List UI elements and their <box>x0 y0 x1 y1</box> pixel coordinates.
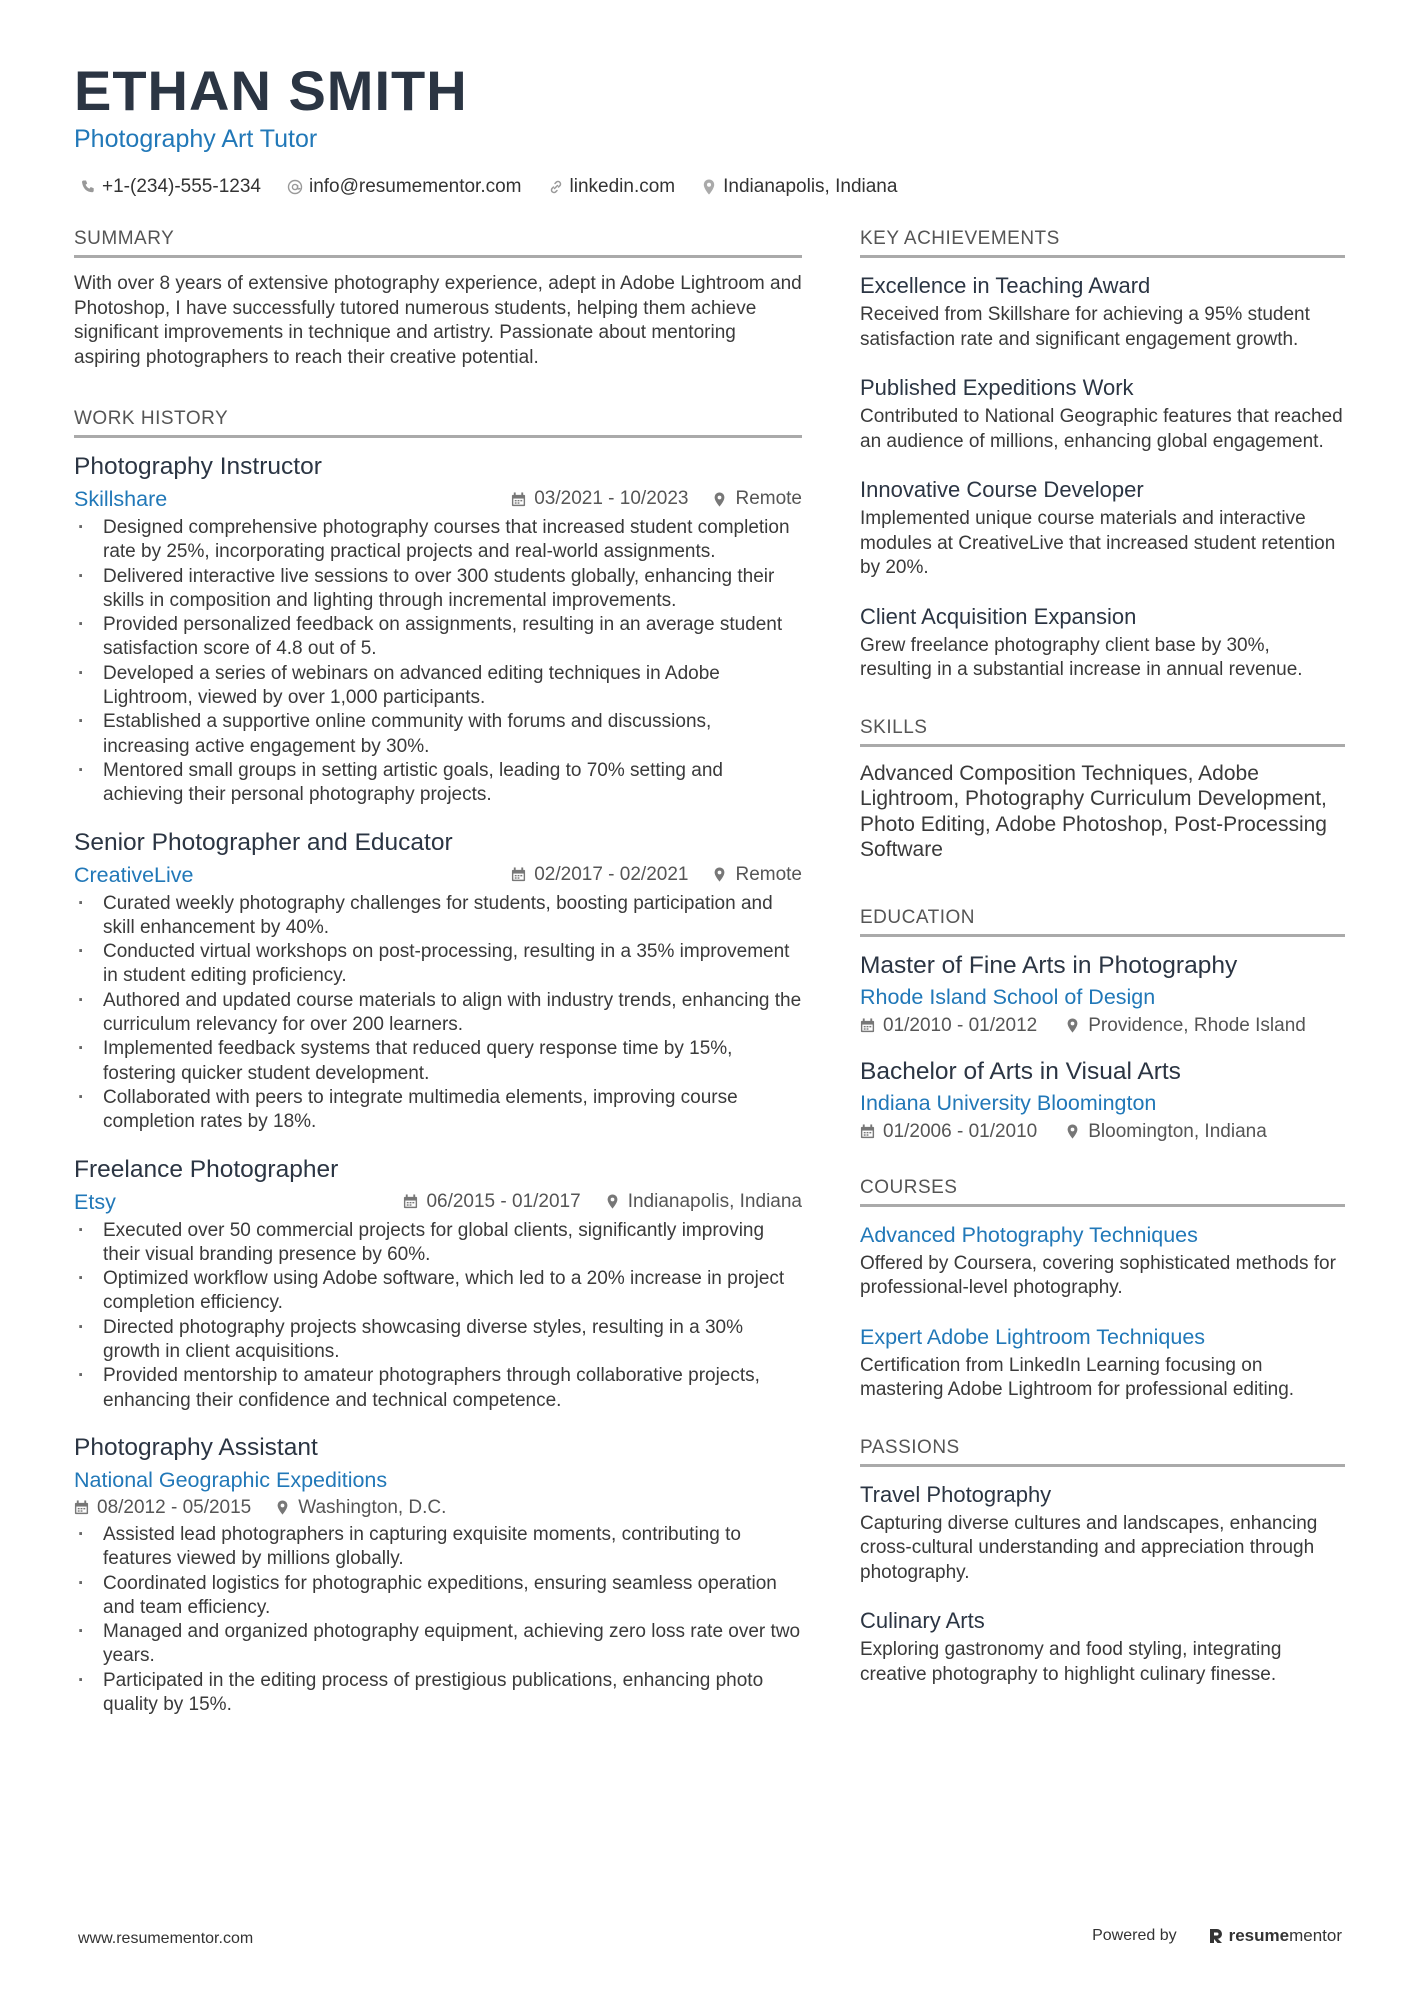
at-icon <box>287 179 303 195</box>
school-name: Rhode Island School of Design <box>860 984 1156 1009</box>
bullet-item: · Designed comprehensive photography courses that increased student completion rate by 25%, incorporating practical projects and real-world assignments. <box>74 516 802 565</box>
section-title: WORK HISTORY <box>74 408 802 438</box>
achievement-title: Client Acquisition Expansion <box>860 603 1137 629</box>
contact-phone[interactable] <box>80 176 261 198</box>
job-bullets <box>74 1219 802 1413</box>
bullet-item: · Directed photography projects showcasing diverse styles, resulting in a 30% growth in client acquisitions. <box>74 1316 802 1365</box>
candidate-role: Photography Art Tutor <box>74 125 318 153</box>
job-info-row <box>74 862 802 888</box>
summary-section <box>74 228 802 370</box>
course-title: Advanced Photography Techniques <box>860 1222 1198 1247</box>
email-text: info@resumementor.com <box>308 176 522 197</box>
achievement-desc: Contributed to National Geographic features that reached an audience of millions, enhancing global engagement. <box>860 406 1343 452</box>
job-entry <box>74 1433 802 1717</box>
location-pin-icon <box>605 1194 620 1209</box>
education-item <box>860 951 1345 1037</box>
bullet-item: · Developed a series of webinars on advanced editing techniques in Adobe Lightroom, viewed by over 1,000 participants. <box>74 662 802 711</box>
location-text: Indianapolis, Indiana <box>723 176 898 197</box>
phone-text: +1-(234)-555-1234 <box>102 176 261 197</box>
calendar-icon <box>860 1018 875 1033</box>
course-item <box>860 1221 1345 1301</box>
education-location: Bloomington, Indiana <box>1088 1120 1267 1142</box>
brand-rest: mentor <box>1289 1926 1342 1945</box>
job-dates: 02/2017 - 02/2021 <box>534 863 689 885</box>
footer-powered <box>1092 1926 1342 1946</box>
bullet-item: · Authored and updated course materials to align with industry trends, enhancing the curriculum relevancy for over 200 learners. <box>74 989 802 1038</box>
achievement-item <box>860 374 1345 454</box>
contact-bar <box>74 176 1344 198</box>
bullet-item: · Executed over 50 commercial projects for global clients, significantly improving their visual branding presence by 60%. <box>74 1219 802 1268</box>
bullet-item: · Provided mentorship to amateur photographers through collaborative projects, enhancing their confidence and technical competence. <box>74 1364 802 1413</box>
achievement-title: Innovative Course Developer <box>860 477 1144 502</box>
location-pin-icon <box>1065 1018 1080 1033</box>
degree-title: Bachelor of Arts in Visual Arts <box>860 1057 1181 1085</box>
achievement-item <box>860 476 1345 581</box>
job-title: Freelance Photographer <box>74 1155 339 1183</box>
job-meta <box>403 1191 802 1213</box>
education-location: Providence, Rhode Island <box>1088 1014 1306 1036</box>
linkedin-text: linkedin.com <box>569 176 676 197</box>
job-bullets <box>74 1523 802 1717</box>
job-entry <box>74 452 802 808</box>
powered-by-text: Powered by <box>1092 1927 1177 1944</box>
job-entry <box>74 828 802 1135</box>
section-title: COURSES <box>860 1177 1345 1207</box>
section-title: PASSIONS <box>860 1437 1345 1467</box>
job-entry <box>74 1155 802 1413</box>
bullet-item: · Assisted lead photographers in capturing exquisite moments, contributing to features viewed by millions globally. <box>74 1523 802 1572</box>
skills-text: Advanced Composition Techniques, Adobe Lightroom, Photography Curriculum Development, Photo Editing, Adobe Photoshop, Post-Processing Software <box>860 761 1327 861</box>
calendar-icon <box>74 1500 89 1515</box>
location-pin-icon <box>712 867 727 882</box>
passion-title: Culinary Arts <box>860 1608 985 1633</box>
school-name: Indiana University Bloomington <box>860 1090 1157 1115</box>
link-icon <box>548 179 564 195</box>
courses-section <box>860 1177 1345 1403</box>
job-dates: 06/2015 - 01/2017 <box>426 1190 581 1212</box>
contact-location <box>701 176 897 198</box>
achievement-desc: Received from Skillshare for achieving a 95% student satisfaction rate and significant engagement growth. <box>860 304 1310 350</box>
passions-section <box>860 1437 1345 1688</box>
achievement-item <box>860 603 1345 683</box>
passion-desc: Capturing diverse cultures and landscapes, enhancing cross-cultural understanding and appreciation through photography. <box>860 1512 1318 1583</box>
company-name: CreativeLive <box>74 862 194 887</box>
education-section <box>860 907 1345 1143</box>
passion-title: Travel Photography <box>860 1481 1052 1507</box>
company-name: National Geographic Expeditions <box>74 1467 388 1492</box>
course-title: Expert Adobe Lightroom Techniques <box>860 1324 1206 1349</box>
course-item <box>860 1323 1345 1403</box>
passion-desc: Exploring gastronomy and food styling, integrating creative photography to highlight culinary finesse. <box>860 1639 1282 1685</box>
education-meta <box>860 1015 1345 1037</box>
phone-icon <box>80 179 96 195</box>
course-desc: Certification from LinkedIn Learning focusing on mastering Adobe Lightroom for professional editing. <box>860 1354 1295 1400</box>
brand-logo[interactable] <box>1207 1926 1342 1946</box>
location-pin-icon <box>712 492 727 507</box>
resume-header <box>74 60 1344 198</box>
achievement-desc: Grew freelance photography client base by 30%, resulting in a substantial increase in annual revenue. <box>860 634 1303 680</box>
education-dates: 01/2010 - 01/2012 <box>883 1014 1038 1036</box>
job-location: Washington, D.C. <box>298 1496 447 1518</box>
job-bullets <box>74 892 802 1135</box>
education-dates: 01/2006 - 01/2010 <box>883 1120 1038 1142</box>
job-dates: 03/2021 - 10/2023 <box>534 488 689 509</box>
bullet-item: · Curated weekly photography challenges for students, boosting participation and skill enhancement by 40%. <box>74 892 802 941</box>
achievement-item <box>860 272 1345 352</box>
company-name: Skillshare <box>74 487 168 511</box>
section-title: KEY ACHIEVEMENTS <box>860 228 1345 258</box>
bullet-item: · Conducted virtual workshops on post-processing, resulting in a 35% improvement in student editing proficiency. <box>74 940 802 989</box>
location-pin-icon <box>275 1500 290 1515</box>
bullet-item: · Collaborated with peers to integrate multimedia elements, improving course completion rates by 18%. <box>74 1086 802 1135</box>
skills-section <box>860 717 1345 863</box>
job-title: Photography Assistant <box>74 1433 318 1461</box>
bullet-item: · Mentored small groups in setting artistic goals, leading to 70% setting and achieving their personal photography projects. <box>74 759 802 808</box>
job-location: Remote <box>735 488 802 509</box>
section-title: SKILLS <box>860 717 1345 747</box>
job-location: Remote <box>735 863 802 885</box>
bullet-item: · Established a supportive online community with forums and discussions, increasing active engagement by 30%. <box>74 710 802 759</box>
company-name: Etsy <box>74 1189 116 1214</box>
passion-item <box>860 1607 1345 1687</box>
job-dates: 08/2012 - 05/2015 <box>97 1496 252 1518</box>
contact-email[interactable] <box>287 176 522 198</box>
bullet-item: · Participated in the editing process of prestigious publications, enhancing photo quality by 15%. <box>74 1669 802 1718</box>
left-column <box>74 228 802 1737</box>
bullet-item: · Optimized workflow using Adobe software, which led to a 20% increase in project completion efficiency. <box>74 1267 802 1316</box>
calendar-icon <box>511 492 526 507</box>
job-meta <box>511 488 802 510</box>
section-title: EDUCATION <box>860 907 1345 937</box>
bullet-item: · Provided personalized feedback on assignments, resulting in an average student satisfaction score of 4.8 out of 5. <box>74 613 802 662</box>
footer-website[interactable]: www.resumementor.com <box>78 1930 254 1947</box>
brand-bold: resume <box>1228 1926 1290 1945</box>
calendar-icon <box>403 1194 418 1209</box>
calendar-icon <box>511 867 526 882</box>
education-item <box>860 1057 1345 1143</box>
right-column <box>860 228 1345 1725</box>
location-pin-icon <box>701 179 717 195</box>
job-meta <box>511 864 802 886</box>
achievement-title: Published Expeditions Work <box>860 375 1134 400</box>
achievement-title: Excellence in Teaching Award <box>860 273 1151 298</box>
contact-linkedin[interactable] <box>548 176 676 198</box>
achievements-section <box>860 228 1345 683</box>
summary-text: With over 8 years of extensive photography experience, adept in Adobe Lightroom and Photoshop, I have successfully tutored numerous students, helping them achieve significant improvements in technique and artistry. Passionate about mentoring aspiring photographers to reach their creative potential. <box>74 273 802 368</box>
bullet-item: · Coordinated logistics for photographic expeditions, ensuring seamless operation and team efficiency. <box>74 1572 802 1621</box>
job-meta <box>74 1497 802 1519</box>
job-info-row <box>74 486 802 512</box>
work-history-section <box>74 408 802 1717</box>
job-bullets <box>74 516 802 808</box>
job-location: Indianapolis, Indiana <box>627 1190 802 1212</box>
location-pin-icon <box>1065 1124 1080 1139</box>
section-title: SUMMARY <box>74 228 802 258</box>
job-info-row <box>74 1189 802 1215</box>
course-desc: Offered by Coursera, covering sophisticated methods for professional-level photography. <box>860 1252 1336 1298</box>
degree-title: Master of Fine Arts in Photography <box>860 951 1238 979</box>
bullet-item: · Managed and organized photography equipment, achieving zero loss rate over two years. <box>74 1620 802 1669</box>
bullet-item: · Delivered interactive live sessions to over 300 students globally, enhancing their skills in composition and lighting through incremental improvements. <box>74 565 802 614</box>
education-meta <box>860 1121 1345 1143</box>
candidate-name: ETHAN SMITH <box>74 59 468 122</box>
resumementor-logo-icon <box>1207 1927 1225 1945</box>
passion-item <box>860 1481 1345 1586</box>
job-title: Senior Photographer and Educator <box>74 828 453 856</box>
bullet-item: · Implemented feedback systems that reduced query response time by 15%, fostering quicker student development. <box>74 1037 802 1086</box>
calendar-icon <box>860 1124 875 1139</box>
job-title: Photography Instructor <box>74 453 322 480</box>
achievement-desc: Implemented unique course materials and interactive modules at CreativeLive that increased student retention by 20%. <box>860 508 1336 578</box>
